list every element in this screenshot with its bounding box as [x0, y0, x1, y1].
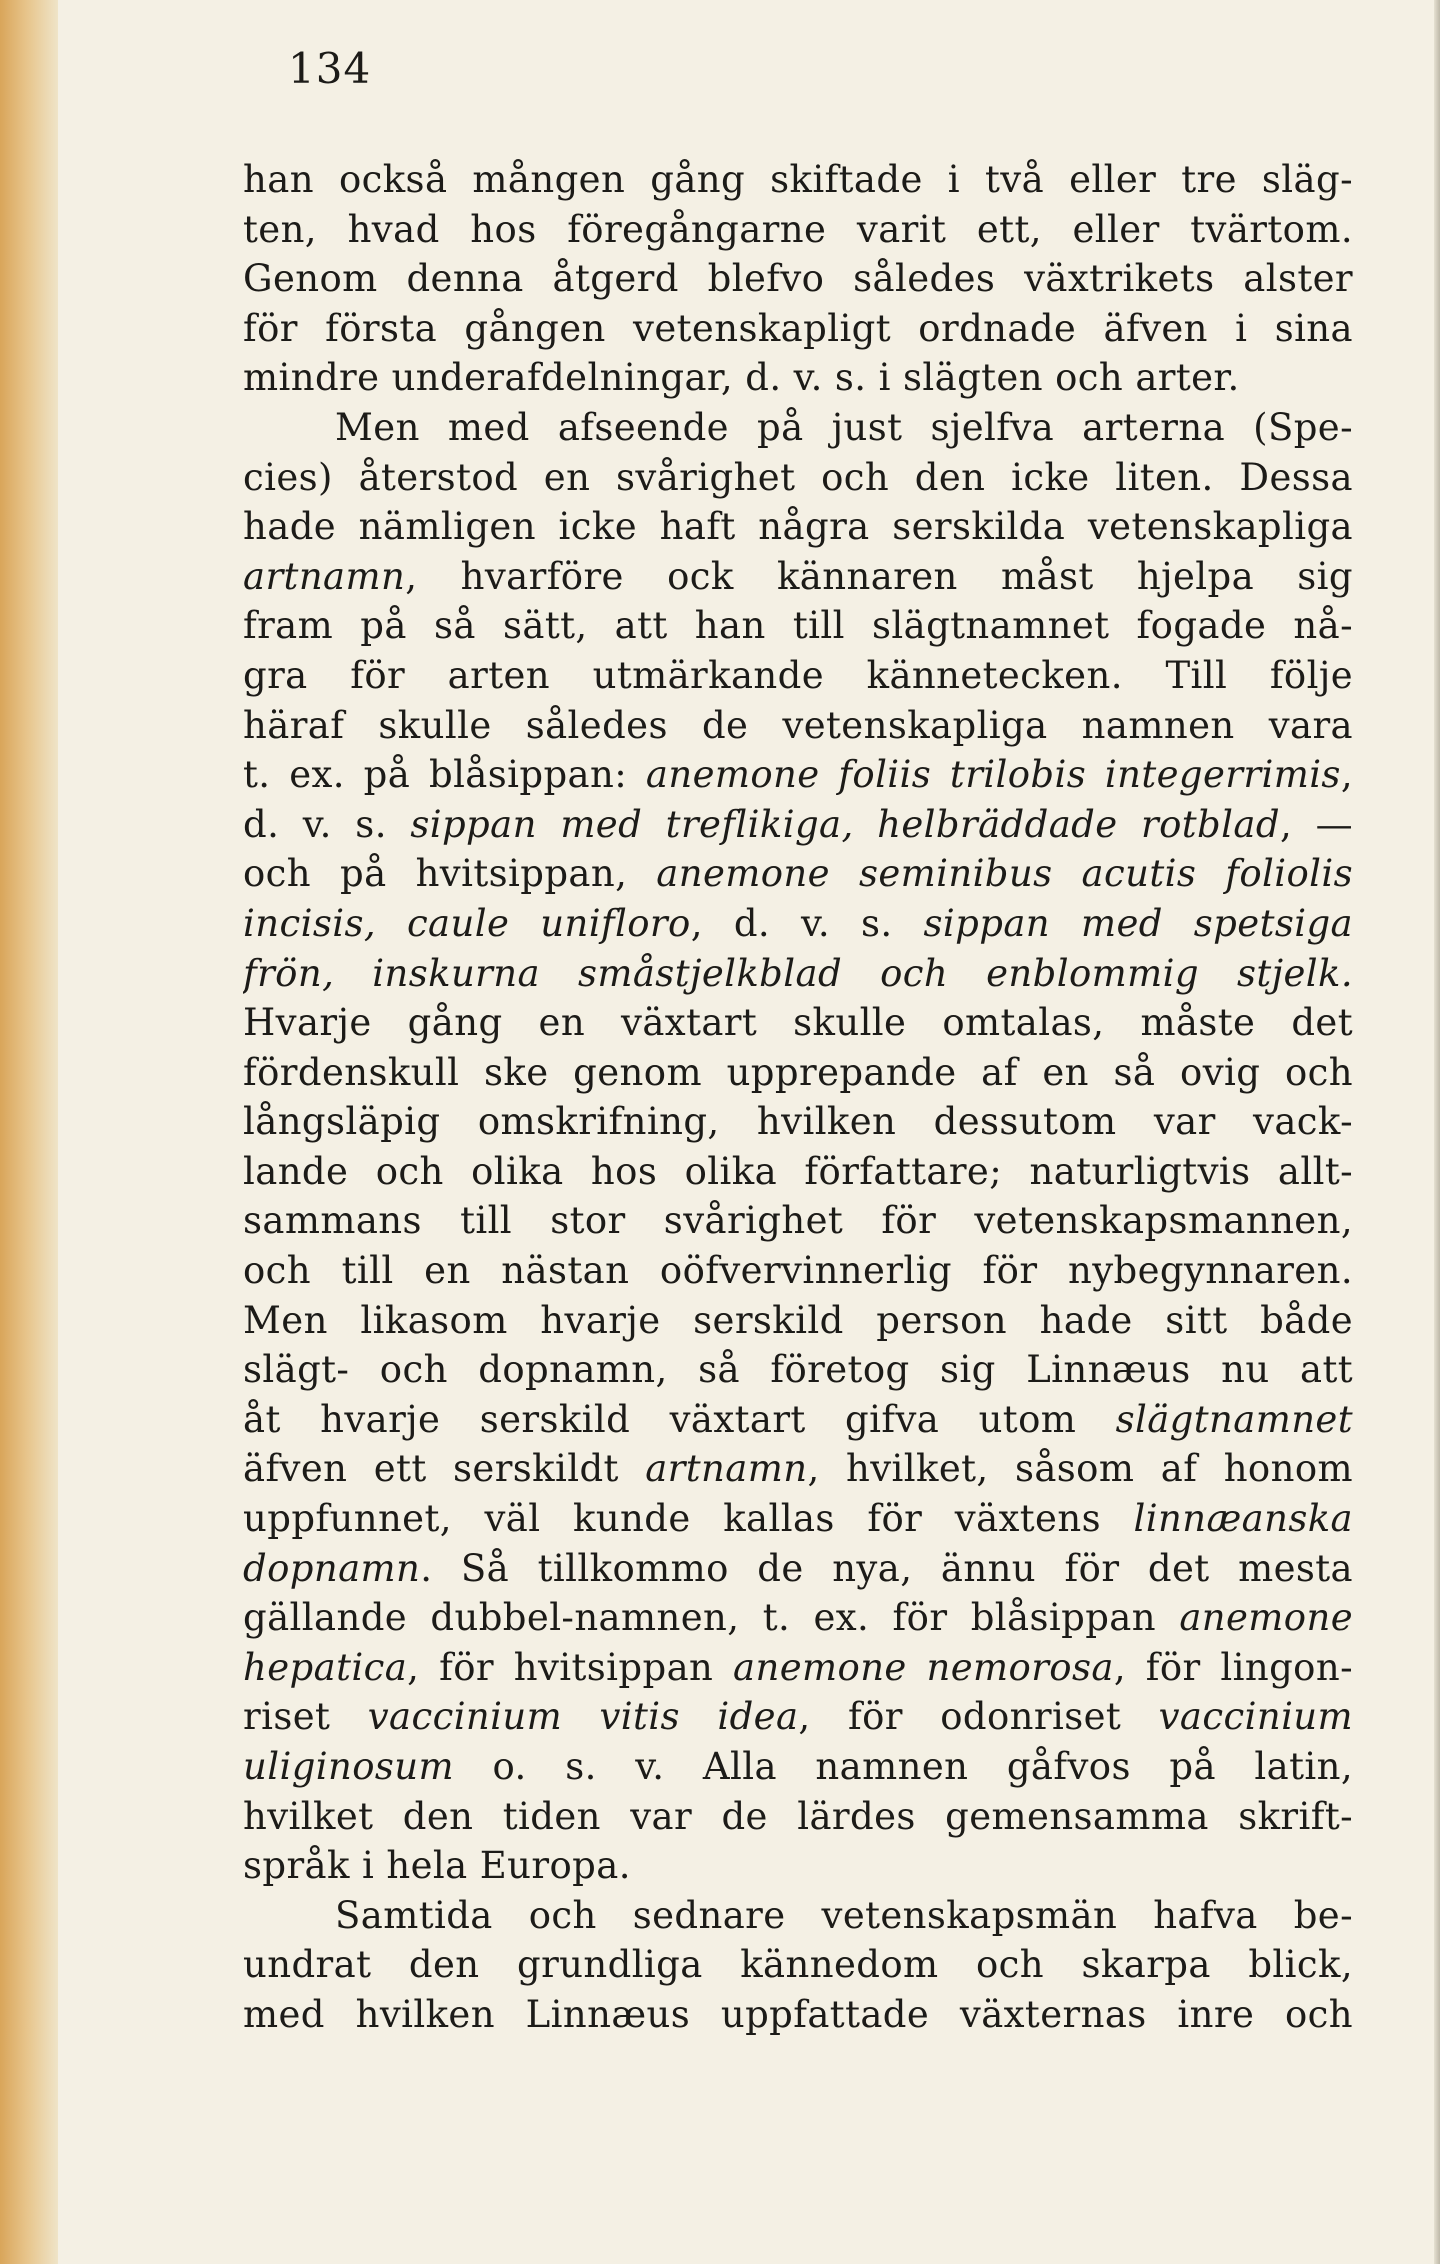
page-number: 134 [288, 44, 372, 93]
text-line [243, 1544, 1353, 1594]
text-line [243, 403, 1353, 453]
text-line [243, 701, 1353, 751]
text-segment: gällande dubbel-namnen, t. ex. för blåsippan [243, 1596, 1180, 1640]
text-line [243, 849, 1353, 899]
text-line [243, 1742, 1353, 1792]
text-segment: hvilket den tiden var de lärdes gemensamma skrift- [243, 1794, 1353, 1838]
text-line [243, 1841, 1353, 1891]
text-line [243, 899, 1353, 949]
text-line [243, 155, 1353, 205]
text-line [243, 502, 1353, 552]
text-line [243, 552, 1353, 602]
italic-text: sippan med treflikiga, helbräddade rotblad [410, 802, 1280, 846]
text-line [243, 1444, 1353, 1494]
text-segment: cies) återstod en svårighet och den icke liten. Dessa [243, 455, 1353, 499]
italic-text: artnamn [243, 554, 406, 598]
text-line [243, 1643, 1353, 1693]
text-line [243, 1494, 1353, 1544]
text-segment: , — [1279, 802, 1353, 846]
text-segment: d. v. s. [243, 802, 411, 846]
italic-text: anemone seminibus acutis foliolis [656, 852, 1353, 896]
text-line [243, 1692, 1353, 1742]
text-line [243, 304, 1353, 354]
text-segment: häraf skulle således de vetenskapliga namnen vara [243, 703, 1353, 747]
text-segment: Genom denna åtgerd blefvo således växtrikets alster [243, 257, 1353, 301]
text-line [243, 998, 1353, 1048]
italic-text: frön, inskurna småstjelkblad och enblommig stjelk. [243, 951, 1353, 995]
text-segment: sammans till stor svårighet för vetenskapsmannen, [243, 1199, 1353, 1243]
text-segment: t. ex. på blåsippan: [243, 753, 646, 797]
italic-text: uliginosum [243, 1745, 455, 1788]
text-segment: med hvilken Linnæus uppfattade växternas inre och [243, 1992, 1353, 2036]
text-line [243, 1593, 1353, 1643]
text-line [243, 651, 1353, 701]
text-line [243, 1097, 1353, 1147]
text-line [243, 1296, 1353, 1346]
text-segment: , [1340, 753, 1353, 797]
italic-text: artnamn [645, 1447, 808, 1491]
text-line [243, 1345, 1353, 1395]
italic-text: hepatica [243, 1645, 408, 1689]
text-segment: och till en nästan oöfvervinnerlig för nybegynnaren. [243, 1249, 1353, 1293]
text-line [243, 1792, 1353, 1842]
text-segment: Hvarje gång en växtart skulle omtalas, måste det [243, 1001, 1353, 1045]
italic-text: anemone [1179, 1596, 1353, 1640]
text-line [243, 353, 1353, 403]
text-line [243, 800, 1353, 850]
text-segment: han också mången gång skiftade i två eller tre släg- [243, 158, 1353, 201]
text-segment: , för hvitsippan [407, 1645, 734, 1689]
text-line [243, 1147, 1353, 1197]
text-line [243, 1246, 1353, 1296]
text-segment: Samtida och sednare vetenskapsmän hafva be- [335, 1893, 1353, 1937]
text-segment: fram på så sätt, att han till slägtnamnet fogade nå- [243, 604, 1353, 648]
text-segment: , hvilket, såsom af honom [807, 1447, 1353, 1491]
text-segment: undrat den grundliga kännedom och skarpa blick, [243, 1943, 1353, 1987]
text-line [243, 1048, 1353, 1098]
italic-text: vaccinium [1158, 1695, 1353, 1739]
italic-text: anemone foliis trilobis integerrimis [645, 753, 1341, 797]
text-segment: slägt- och dopnamn, så företog sig Linnæus nu att [243, 1348, 1353, 1392]
text-line [243, 254, 1353, 304]
text-line [243, 1395, 1353, 1445]
text-line [243, 205, 1353, 255]
italic-text: linnæanska [1133, 1497, 1353, 1541]
italic-text: dopnamn [243, 1546, 421, 1590]
text-line [243, 750, 1353, 800]
text-segment: lande och olika hos olika författare; naturligtvis allt- [243, 1149, 1353, 1193]
text-segment: språk i hela Europa. [243, 1844, 631, 1888]
italic-text: incisis, caule unifloro [243, 901, 691, 945]
text-line [243, 1940, 1353, 1990]
text-line [243, 1196, 1353, 1246]
text-segment: och på hvitsippan, [243, 852, 657, 896]
text-line [243, 949, 1353, 999]
text-line [243, 1891, 1353, 1941]
text-segment: för första gången vetenskapligt ordnade äfven i sina [243, 306, 1353, 350]
body-text [243, 155, 1353, 2040]
italic-text: slägtnamnet [1115, 1397, 1353, 1441]
text-segment: . Så tillkommo de nya, ännu för det mesta [420, 1546, 1353, 1590]
italic-text: vaccinium vitis idea [367, 1695, 799, 1739]
text-segment: hade nämligen icke haft några serskilda vetenskapliga [243, 505, 1353, 549]
text-segment: mindre underafdelningar, d. v. s. i slägten och arter. [243, 356, 1240, 400]
italic-text: anemone nemorosa [733, 1645, 1114, 1689]
text-line [243, 601, 1353, 651]
text-line [243, 453, 1353, 503]
text-segment: långsläpig omskrifning, hvilken dessutom var vack- [243, 1100, 1353, 1144]
italic-text: sippan med spetsiga [923, 901, 1353, 945]
text-line [243, 1990, 1353, 2040]
text-segment: uppfunnet, väl kunde kallas för växtens [243, 1497, 1134, 1541]
book-spine-edge [0, 0, 58, 2264]
text-segment: , för odonriset [798, 1695, 1159, 1739]
page-edge [1434, 0, 1440, 2264]
text-segment: , d. v. s. [690, 901, 924, 945]
text-segment: ten, hvad hos föregångarne varit ett, eller tvärtom. [243, 207, 1353, 251]
text-segment: Men likasom hvarje serskild person hade sitt både [243, 1298, 1353, 1342]
text-segment: riset [243, 1695, 368, 1739]
text-segment: , hvarföre ock kännaren måst hjelpa sig [405, 554, 1353, 598]
text-segment: , för lingon- [1113, 1645, 1353, 1689]
text-segment: Men med afseende på just sjelfva arterna (Spe- [335, 405, 1353, 449]
text-segment: gra för arten utmärkande kännetecken. Till följe [243, 653, 1353, 697]
text-segment: o. s. v. Alla namnen gåfvos på latin, [454, 1745, 1353, 1788]
text-segment: åt hvarje serskild växtart gifva utom [243, 1397, 1116, 1441]
text-segment: äfven ett serskildt [243, 1447, 646, 1491]
text-segment: fördenskull ske genom upprepande af en så ovig och [243, 1050, 1353, 1094]
